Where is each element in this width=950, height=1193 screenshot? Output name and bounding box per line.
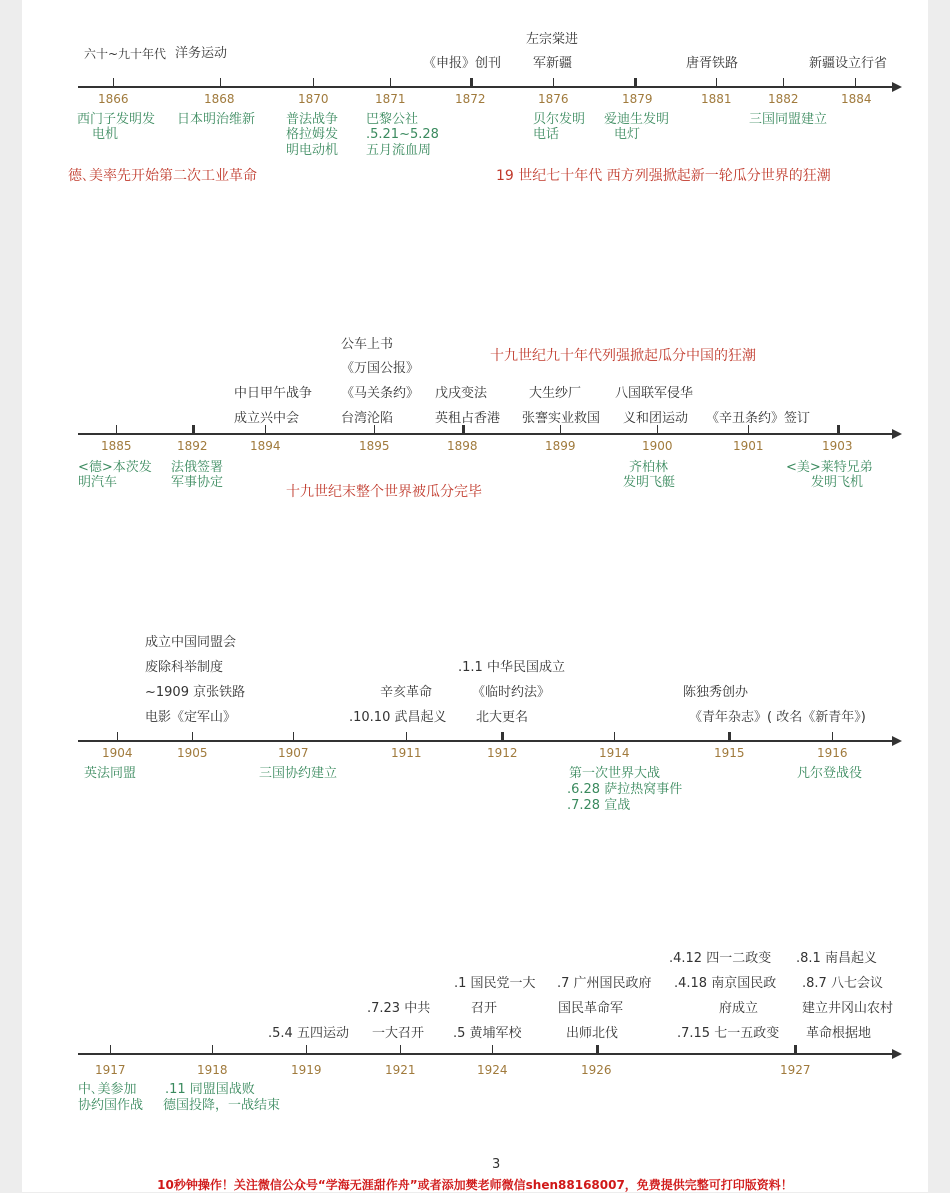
event-label: 新疆设立行省 bbox=[809, 56, 888, 71]
year-label: 1905 bbox=[177, 746, 208, 760]
event-label: .7.23 中共 bbox=[367, 1001, 431, 1016]
year-tick bbox=[406, 732, 407, 741]
event-label: 爱迪生发明 bbox=[604, 112, 670, 127]
year-tick bbox=[293, 732, 294, 741]
year-tick bbox=[560, 425, 561, 434]
year-tick bbox=[832, 732, 833, 741]
event-label: <德>本茨发 bbox=[78, 460, 152, 475]
event-label: 格拉姆发 bbox=[286, 127, 339, 142]
year-tick bbox=[596, 1045, 599, 1054]
year-label: 1926 bbox=[581, 1063, 612, 1077]
event-label: 洋务运动 bbox=[175, 46, 228, 61]
year-tick bbox=[794, 1045, 797, 1054]
year-tick bbox=[716, 78, 717, 87]
year-label: 1898 bbox=[447, 439, 478, 453]
year-tick bbox=[116, 425, 117, 434]
timeline-axis bbox=[78, 433, 894, 435]
year-label: 1892 bbox=[177, 439, 208, 453]
event-label: 《青年杂志》( 改名《新青年》) bbox=[689, 710, 866, 725]
year-tick bbox=[110, 1045, 111, 1054]
event-label: 革命根据地 bbox=[806, 1026, 872, 1041]
event-label: 陈独秀创办 bbox=[683, 685, 749, 700]
event-label: 军新疆 bbox=[533, 56, 573, 71]
event-label: .4.18 南京国民政 bbox=[674, 976, 777, 991]
year-tick bbox=[220, 78, 221, 87]
year-tick bbox=[855, 78, 856, 87]
year-tick bbox=[748, 425, 749, 434]
year-label: 1876 bbox=[538, 92, 569, 106]
year-tick bbox=[614, 732, 615, 741]
year-tick bbox=[657, 425, 658, 434]
year-label: 1871 bbox=[375, 92, 406, 106]
event-label: 义和团运动 bbox=[623, 411, 689, 426]
event-label: .1 国民党一大 bbox=[454, 976, 536, 991]
event-label: 西门子发明发 bbox=[77, 112, 156, 127]
event-label: .5 黄埔军校 bbox=[453, 1026, 522, 1041]
event-label: 召开 bbox=[471, 1001, 498, 1016]
event-label: 日本明治维新 bbox=[177, 112, 256, 127]
event-label: 电话 bbox=[533, 127, 560, 142]
event-label: 齐柏林 bbox=[629, 460, 669, 475]
year-tick bbox=[837, 425, 840, 434]
event-label: 明汽车 bbox=[78, 475, 118, 490]
event-label: 中､美参加 bbox=[78, 1082, 137, 1097]
event-label: 成立中国同盟会 bbox=[145, 635, 237, 650]
year-label: 1915 bbox=[714, 746, 745, 760]
year-label: 1921 bbox=[385, 1063, 416, 1077]
year-tick bbox=[192, 732, 193, 741]
event-label: .5.4 五四运动 bbox=[268, 1026, 349, 1041]
event-label: 戊戌变法 bbox=[435, 386, 488, 401]
year-label: 1901 bbox=[733, 439, 764, 453]
year-label: 1884 bbox=[841, 92, 872, 106]
event-label: 凡尔登战役 bbox=[797, 766, 863, 781]
event-label: .7.15 七一五政变 bbox=[677, 1026, 780, 1041]
event-label: 辛亥革命 bbox=[380, 685, 433, 700]
axis-arrow bbox=[892, 1049, 902, 1059]
event-label: 公车上书 bbox=[341, 337, 394, 352]
year-label: 1879 bbox=[622, 92, 653, 106]
event-label: 德国投降，一战结束 bbox=[163, 1098, 281, 1113]
year-label: 1904 bbox=[102, 746, 133, 760]
event-label: 发明飞艇 bbox=[623, 475, 676, 490]
event-label: 北大更名 bbox=[476, 710, 529, 725]
event-label: .7.28 宣战 bbox=[567, 798, 631, 813]
page-number: 3 bbox=[492, 1157, 501, 1172]
year-label: 1866 bbox=[98, 92, 129, 106]
event-label: .8.1 南昌起义 bbox=[796, 951, 877, 966]
event-label: 军事协定 bbox=[171, 475, 224, 490]
year-label: 1900 bbox=[642, 439, 673, 453]
year-label: 1895 bbox=[359, 439, 390, 453]
event-label: 八国联军侵华 bbox=[615, 386, 694, 401]
year-tick bbox=[634, 78, 637, 87]
year-tick bbox=[390, 78, 391, 87]
event-label: 《马关条约》 bbox=[341, 386, 420, 401]
event-label: 国民革命军 bbox=[558, 1001, 624, 1016]
event-label: .4.12 四一二政变 bbox=[669, 951, 772, 966]
year-label: 1868 bbox=[204, 92, 235, 106]
event-label: 建立井冈山农村 bbox=[802, 1001, 894, 1016]
event-label: .8.7 八七会议 bbox=[802, 976, 883, 991]
event-label: 出师北伐 bbox=[566, 1026, 619, 1041]
year-label: 1872 bbox=[455, 92, 486, 106]
event-label: 第一次世界大战 bbox=[569, 766, 661, 781]
event-label: <美>莱特兄弟 bbox=[786, 460, 873, 475]
event-label: ~1909 京张铁路 bbox=[145, 685, 246, 700]
event-label: .7 广州国民政府 bbox=[557, 976, 652, 991]
year-label: 1911 bbox=[391, 746, 422, 760]
promo-footer: 10秒钟操作！关注微信公众号“学海无涯甜作舟”或者添加樊老师微信shen88168007，免费提供完整可打印版资料！ bbox=[157, 1178, 793, 1192]
era-note: 十九世纪九十年代列强掀起瓜分中国的狂潮 bbox=[490, 348, 756, 364]
event-label: .6.28 萨拉热窝事件 bbox=[567, 782, 683, 797]
event-label: 三国同盟建立 bbox=[749, 112, 828, 127]
event-label: 协约国作战 bbox=[78, 1098, 144, 1113]
axis-arrow bbox=[892, 736, 902, 746]
year-label: 1882 bbox=[768, 92, 799, 106]
year-tick bbox=[783, 78, 784, 87]
event-label: 电机 bbox=[92, 127, 119, 142]
event-label: 英法同盟 bbox=[84, 766, 137, 781]
event-label: 法俄签署 bbox=[171, 460, 224, 475]
year-tick bbox=[492, 1045, 493, 1054]
event-label: 三国协约建立 bbox=[259, 766, 338, 781]
event-label: 台湾沦陷 bbox=[341, 411, 394, 426]
event-label: 唐胥铁路 bbox=[686, 56, 739, 71]
year-tick bbox=[400, 1045, 401, 1054]
event-label: 《万国公报》 bbox=[341, 361, 420, 376]
year-label: 1907 bbox=[278, 746, 309, 760]
event-label: 发明飞机 bbox=[811, 475, 864, 490]
year-tick bbox=[374, 425, 375, 434]
event-label: 普法战争 bbox=[286, 112, 339, 127]
year-tick bbox=[306, 1045, 307, 1054]
event-label: 一大召开 bbox=[372, 1026, 425, 1041]
timeline-axis bbox=[78, 1053, 894, 1055]
event-label: 六十~九十年代 bbox=[84, 47, 167, 61]
year-tick bbox=[501, 732, 504, 741]
year-label: 1919 bbox=[291, 1063, 322, 1077]
event-label: 《辛丑条约》签订 bbox=[706, 411, 811, 426]
year-tick bbox=[313, 78, 314, 87]
year-tick bbox=[265, 425, 266, 434]
year-label: 1914 bbox=[599, 746, 630, 760]
event-label: 英租占香港 bbox=[435, 411, 501, 426]
event-label: .5.21~5.28 bbox=[366, 127, 439, 142]
year-label: 1916 bbox=[817, 746, 848, 760]
era-note: 德､美率先开始第二次工业革命 bbox=[68, 168, 257, 184]
year-label: 1899 bbox=[545, 439, 576, 453]
year-label: 1881 bbox=[701, 92, 732, 106]
year-tick bbox=[728, 732, 731, 741]
event-label: 《临时约法》 bbox=[472, 685, 551, 700]
era-note: 十九世纪末整个世界被瓜分完毕 bbox=[286, 484, 482, 500]
year-tick bbox=[553, 78, 554, 87]
era-note: 19 世纪七十年代 西方列强掀起新一轮瓜分世界的狂潮 bbox=[496, 168, 831, 184]
year-label: 1870 bbox=[298, 92, 329, 106]
year-label: 1894 bbox=[250, 439, 281, 453]
year-tick bbox=[470, 78, 473, 87]
year-label: 1903 bbox=[822, 439, 853, 453]
axis-arrow bbox=[892, 429, 902, 439]
event-label: 五月流血周 bbox=[366, 143, 432, 158]
year-label: 1917 bbox=[95, 1063, 126, 1077]
event-label: 府成立 bbox=[719, 1001, 759, 1016]
event-label: .1.1 中华民国成立 bbox=[458, 660, 565, 675]
event-label: 电影《定军山》 bbox=[145, 710, 237, 725]
event-label: .10.10 武昌起义 bbox=[349, 710, 447, 725]
year-tick bbox=[462, 425, 465, 434]
year-label: 1927 bbox=[780, 1063, 811, 1077]
event-label: 张謇实业救国 bbox=[522, 411, 601, 426]
axis-arrow bbox=[892, 82, 902, 92]
event-label: 贝尔发明 bbox=[533, 112, 586, 127]
event-label: 左宗棠进 bbox=[526, 32, 579, 47]
year-label: 1912 bbox=[487, 746, 518, 760]
year-tick bbox=[117, 732, 118, 741]
event-label: 成立兴中会 bbox=[234, 411, 300, 426]
event-label: 废除科举制度 bbox=[145, 660, 224, 675]
year-tick bbox=[113, 78, 114, 87]
event-label: .11 同盟国战败 bbox=[165, 1082, 255, 1097]
event-label: 巴黎公社 bbox=[366, 112, 419, 127]
year-label: 1918 bbox=[197, 1063, 228, 1077]
timeline-axis bbox=[78, 86, 894, 88]
event-label: 大生纱厂 bbox=[529, 386, 582, 401]
year-tick bbox=[212, 1045, 213, 1054]
year-label: 1924 bbox=[477, 1063, 508, 1077]
event-label: 电灯 bbox=[614, 127, 641, 142]
event-label: 明电动机 bbox=[286, 143, 339, 158]
event-label: 中日甲午战争 bbox=[234, 386, 313, 401]
event-label: 《申报》创刊 bbox=[423, 56, 502, 71]
timeline-axis bbox=[78, 740, 894, 742]
year-tick bbox=[192, 425, 195, 434]
year-label: 1885 bbox=[101, 439, 132, 453]
